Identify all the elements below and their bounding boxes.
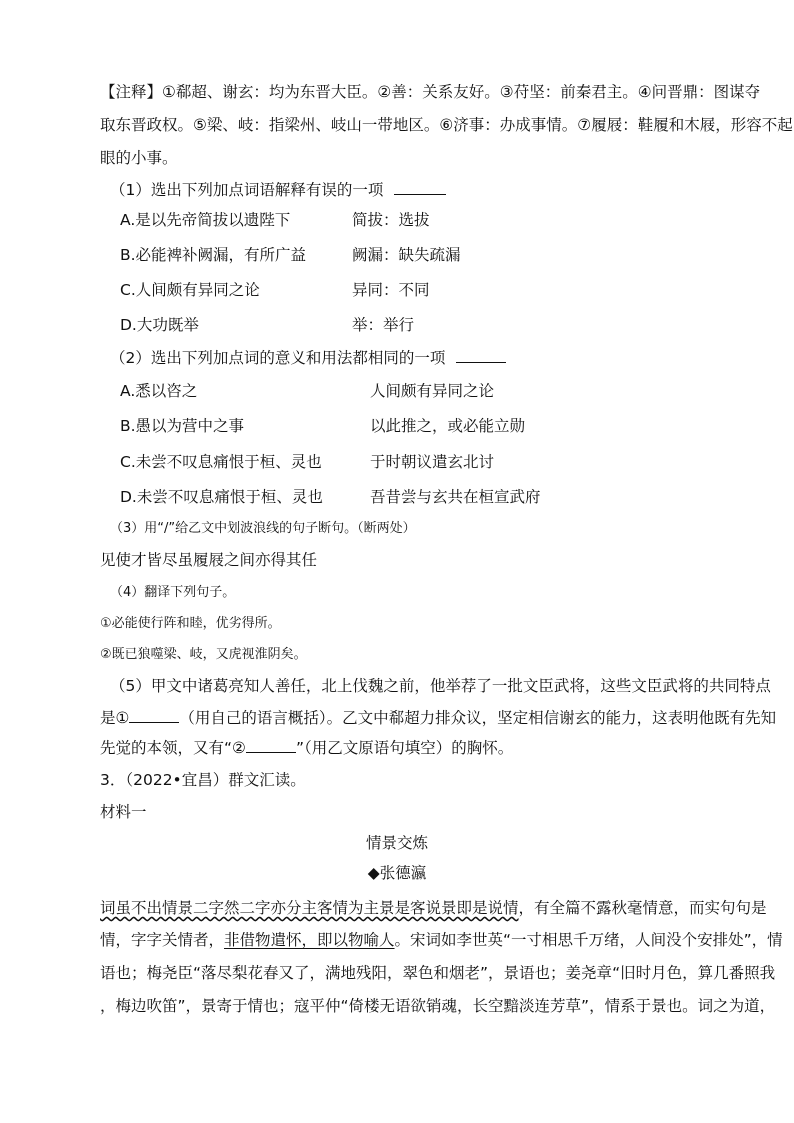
material-label: 材料一 xyxy=(100,803,147,821)
question-5-line-2 xyxy=(100,708,776,728)
question-3-sentence: 见使才皆尽虽履屐之间亦得其任 xyxy=(100,551,318,569)
passage-title: 情景交炼 xyxy=(365,834,428,852)
q2-option-b-left: B.愚以为营中之事 xyxy=(120,417,245,435)
question-3-header: 3．（2022•宜昌）群文汇读。 xyxy=(100,771,306,789)
question-5-line-1: （5）甲文中诸葛亮知人善任，北上伐魏之前，他举荐了一批文臣武将，这些文臣武将的共同特点 xyxy=(110,677,771,695)
passage-line-2 xyxy=(100,930,783,950)
q5-line3-prefix: 先觉的本领，又有“② xyxy=(100,739,246,757)
answer-blank xyxy=(456,348,506,363)
q1-option-d: D.大功既举 xyxy=(120,316,199,334)
q2-option-d-left: D.未尝不叹息痛恨于桓、灵也 xyxy=(120,488,323,506)
passage-line-1 xyxy=(100,898,767,918)
question-4-stem: （4）翻译下列句子。 xyxy=(110,585,236,600)
q1-option-d-gloss: 举：举行 xyxy=(352,316,415,334)
passage-line-2-a: 情，字字关情者， xyxy=(100,931,225,949)
question-4-sentence-2: ②既已狼噬梁、岐，又虎视淮阴矣。 xyxy=(100,647,307,662)
q2-option-b-right: 以此推之，或必能立勋 xyxy=(370,417,526,435)
question-3-stem: （3）用“/”给乙文中划波浪线的句子断句。（断两处） xyxy=(110,521,416,536)
notes-line-3: 眼的小事。 xyxy=(100,149,178,167)
q1-option-b: B.必能裨补阙漏，有所广益 xyxy=(120,246,307,264)
passage-line-4: ，梅边吹笛”，景寄于情也；寇平仲“倚楼无语欲销魂，长空黯淡连芳草”，情系于景也。词之为道， xyxy=(100,997,776,1015)
q5-line3-suffix: ”（用乙文原语句填空）的胸怀。 xyxy=(295,739,514,757)
answer-blank xyxy=(394,180,446,195)
question-1-stem xyxy=(110,180,446,200)
q1-option-a: A.是以先帝简拔以遗陛下 xyxy=(120,211,291,229)
passage-line-1-rest: ，有全篇不露秋毫情意，而实句句是 xyxy=(518,899,767,917)
passage-line-3: 语也；梅尧臣“落尽梨花春又了，满地残阳，翠色和烟老”，景语也；姜尧章“旧时月色，算几番照我 xyxy=(100,964,776,982)
question-2-text: （2）选出下列加点词的意义和用法都相同的一项 xyxy=(110,349,446,367)
q5-line2-suffix: （用自己的语言概括）。乙文中郗超力排众议，坚定相信谢玄的能力，这表明他既有先知 xyxy=(179,709,777,727)
question-4-sentence-1: ①必能使行阵和睦，优劣得所。 xyxy=(100,616,281,631)
notes-line-2: 取东晋政权。⑤梁、岐：指梁州、岐山一带地区。⑥济事：办成事情。⑦履屐：鞋履和木屐，形容不起 xyxy=(100,116,793,134)
passage-author: ◆张德瀛 xyxy=(367,864,427,882)
q1-option-c: C.人间颇有异同之论 xyxy=(120,281,260,299)
q5-line2-prefix: 是① xyxy=(100,709,130,727)
q2-option-a-right: 人间颇有异同之论 xyxy=(370,382,495,400)
underlined-sentence: 非借物遣怀，即以物喻人 xyxy=(224,931,395,949)
q2-option-c-right: 于时朝议遣玄北讨 xyxy=(370,453,495,471)
q2-option-c-left: C.未尝不叹息痛恨于桓、灵也 xyxy=(120,453,322,471)
q1-option-a-gloss: 简拔：选拔 xyxy=(352,211,430,229)
q1-option-b-gloss: 阙漏：缺失疏漏 xyxy=(352,246,461,264)
question-2-stem xyxy=(110,348,506,368)
passage-line-2-b: 。宋词如李世英“一寸相思千万绪，人间没个安排处”，情 xyxy=(394,931,783,949)
question-5-line-3 xyxy=(100,738,513,758)
wavy-underlined-sentence: 词虽不出情景二字然二字亦分主客情为主景是客说景即是说情 xyxy=(100,899,519,917)
q2-option-a-left: A.悉以咨之 xyxy=(120,382,198,400)
question-1-text: （1）选出下列加点词语解释有误的一项 xyxy=(110,181,384,199)
q1-option-c-gloss: 异同：不同 xyxy=(352,281,430,299)
notes-line-1: 【注释】①郗超、谢玄：均为东晋大臣。②善：关系友好。③苻坚：前秦君主。④问晋鼎：图谋夺 xyxy=(100,83,761,101)
answer-blank xyxy=(246,738,296,753)
answer-blank xyxy=(129,708,179,723)
q2-option-d-right: 吾昔尝与玄共在桓宣武府 xyxy=(370,488,541,506)
